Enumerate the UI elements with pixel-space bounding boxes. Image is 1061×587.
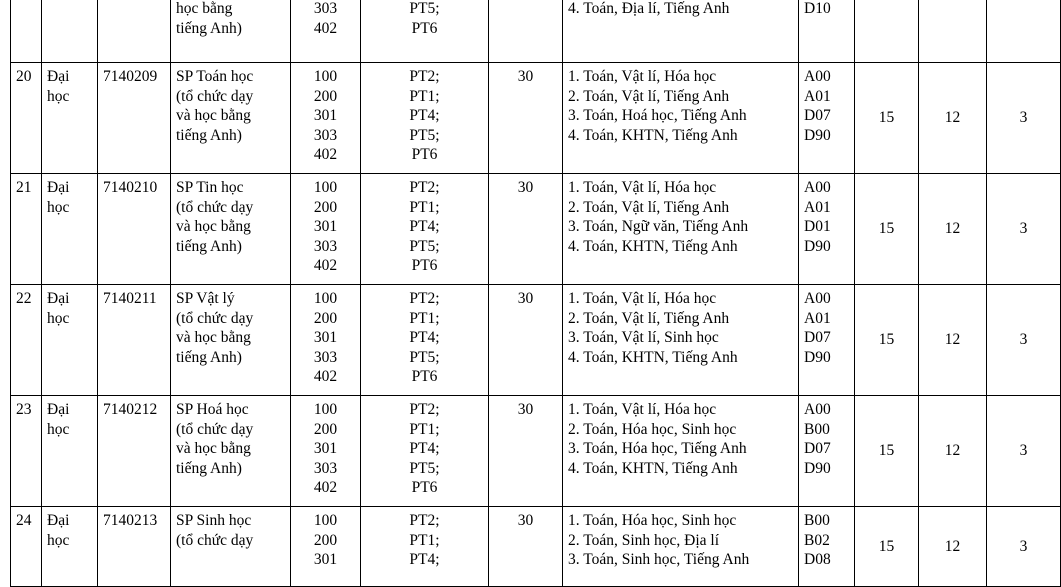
row-number-cell: 24 bbox=[11, 507, 42, 587]
cell-line: 100 bbox=[313, 512, 338, 529]
cell-line: A01 bbox=[804, 87, 831, 105]
cell-line: A00 bbox=[804, 290, 831, 307]
cell-line: 1. Toán, Vật lí, Hóa học bbox=[568, 290, 717, 307]
cell-line: 301 bbox=[313, 440, 338, 457]
method-codes-cell bbox=[291, 396, 361, 507]
cell-line: 200 bbox=[313, 198, 338, 216]
cell-line: 301 bbox=[313, 329, 338, 346]
cell-line: 100 bbox=[313, 68, 338, 85]
count-1-cell: 15 bbox=[855, 63, 919, 174]
cell-line: PT5; bbox=[409, 126, 440, 144]
cell-line: 303 bbox=[313, 348, 338, 366]
cell-line: D10 bbox=[804, 0, 831, 17]
cell-line: 4. Toán, KHTN, Tiếng Anh bbox=[568, 348, 738, 366]
combo-codes-cell bbox=[799, 285, 855, 396]
combo-codes-cell bbox=[799, 0, 855, 63]
cell-line: 3. Toán, Vật lí, Sinh học bbox=[568, 329, 719, 346]
cell-line: tiếng Anh) bbox=[176, 348, 242, 366]
cell-line: PT4; bbox=[409, 107, 440, 124]
cell-line: PT2; bbox=[409, 179, 440, 196]
cell-line: B00 bbox=[804, 420, 830, 438]
major-code-cell: 7140209 bbox=[98, 63, 171, 174]
cell-line: 200 bbox=[313, 420, 338, 438]
cell-line: Đại bbox=[47, 290, 70, 307]
major-code-cell: 7140211 bbox=[98, 285, 171, 396]
level-cell bbox=[42, 174, 98, 285]
method-types-cell bbox=[361, 285, 489, 396]
table-row bbox=[11, 174, 1061, 285]
cell-line: học bbox=[47, 531, 70, 549]
cell-line: 3. Toán, Ngữ văn, Tiếng Anh bbox=[568, 218, 749, 235]
level-cell bbox=[42, 507, 98, 587]
cell-line: và học bằng bbox=[176, 440, 251, 457]
cell-line: tiếng Anh) bbox=[176, 19, 242, 37]
method-types-cell bbox=[361, 396, 489, 507]
method-types-cell bbox=[361, 174, 489, 285]
subject-combos-cell bbox=[563, 396, 799, 507]
subject-combos-cell bbox=[563, 507, 799, 587]
cell-line: D08 bbox=[804, 551, 831, 568]
cell-line: học bbox=[47, 420, 70, 438]
quota-cell: 30 bbox=[489, 63, 563, 174]
quota-cell: 30 bbox=[489, 507, 563, 587]
major-code-cell: 7140213 bbox=[98, 507, 171, 587]
subject-combos-cell bbox=[563, 174, 799, 285]
cell-line: (tổ chức dạy bbox=[176, 309, 254, 327]
count-1-cell: 15 bbox=[855, 396, 919, 507]
cell-line: PT5; bbox=[409, 459, 440, 477]
cell-line: học bằng bbox=[176, 0, 233, 17]
method-types-cell bbox=[361, 63, 489, 174]
cell-line: tiếng Anh) bbox=[176, 126, 242, 144]
cell-line: Đại bbox=[47, 512, 70, 529]
count-3-cell bbox=[987, 0, 1061, 63]
cell-line: A01 bbox=[804, 198, 831, 216]
count-2-cell: 12 bbox=[919, 285, 987, 396]
table-row bbox=[11, 507, 1061, 587]
cell-line: 303 bbox=[313, 459, 338, 477]
cell-line: PT6 bbox=[411, 368, 438, 385]
method-types-cell bbox=[361, 507, 489, 587]
major-name-cell bbox=[171, 63, 291, 174]
cell-line: 100 bbox=[313, 401, 338, 418]
cell-line: và học bằng bbox=[176, 218, 251, 235]
cell-line: D90 bbox=[804, 237, 831, 255]
cell-line: 4. Toán, Địa lí, Tiếng Anh bbox=[568, 0, 730, 17]
count-3-cell: 3 bbox=[987, 63, 1061, 174]
cell-line: 2. Toán, Vật lí, Tiếng Anh bbox=[568, 87, 730, 105]
major-code-cell: 7140210 bbox=[98, 174, 171, 285]
row-number-cell: 21 bbox=[11, 174, 42, 285]
count-3-cell: 3 bbox=[987, 396, 1061, 507]
cell-line: A00 bbox=[804, 68, 831, 85]
cell-line: B00 bbox=[804, 512, 830, 529]
cell-line: 200 bbox=[313, 531, 338, 549]
cell-line: PT2; bbox=[409, 68, 440, 85]
cell-line: SP Hoá học bbox=[176, 401, 249, 418]
major-name-cell bbox=[171, 396, 291, 507]
cell-line: PT2; bbox=[409, 401, 440, 418]
table-body bbox=[11, 0, 1061, 587]
cell-line: A01 bbox=[804, 309, 831, 327]
cell-line: 402 bbox=[313, 479, 338, 496]
combo-codes-cell bbox=[799, 396, 855, 507]
cell-line: D07 bbox=[804, 440, 831, 457]
cell-line: PT5; bbox=[409, 348, 440, 366]
quota-cell: 30 bbox=[489, 285, 563, 396]
cell-line: 4. Toán, KHTN, Tiếng Anh bbox=[568, 126, 738, 144]
row-number-cell: 23 bbox=[11, 396, 42, 507]
cell-line: Đại bbox=[47, 401, 70, 418]
quota-cell: 30 bbox=[489, 396, 563, 507]
cell-line: 2. Toán, Sinh học, Địa lí bbox=[568, 531, 720, 549]
cell-line: 1. Toán, Vật lí, Hóa học bbox=[568, 68, 717, 85]
cell-line: PT2; bbox=[409, 290, 440, 307]
cell-line: D01 bbox=[804, 218, 831, 235]
cell-line: 303 bbox=[313, 126, 338, 144]
cell-line: A00 bbox=[804, 179, 831, 196]
major-code-cell: 7140212 bbox=[98, 396, 171, 507]
cell-line: (tổ chức dạy bbox=[176, 87, 254, 105]
major-name-cell bbox=[171, 0, 291, 63]
cell-line: 4. Toán, KHTN, Tiếng Anh bbox=[568, 237, 738, 255]
cell-line: Đại bbox=[47, 179, 70, 196]
level-cell bbox=[42, 63, 98, 174]
cell-line: Đại bbox=[47, 68, 70, 85]
cell-line: D90 bbox=[804, 459, 831, 477]
count-3-cell: 3 bbox=[987, 507, 1061, 587]
cell-line: 402 bbox=[313, 368, 338, 385]
count-1-cell: 15 bbox=[855, 174, 919, 285]
cell-line: tiếng Anh) bbox=[176, 459, 242, 477]
cell-line: PT1; bbox=[409, 420, 440, 438]
major-name-cell bbox=[171, 174, 291, 285]
level-cell bbox=[42, 396, 98, 507]
cell-line: D07 bbox=[804, 329, 831, 346]
table-row bbox=[11, 63, 1061, 174]
method-codes-cell bbox=[291, 174, 361, 285]
combo-codes-cell bbox=[799, 174, 855, 285]
cell-line: PT4; bbox=[409, 551, 440, 568]
major-name-cell bbox=[171, 507, 291, 587]
level-cell bbox=[42, 0, 98, 63]
cell-line: (tổ chức dạy bbox=[176, 420, 254, 438]
row-number-cell: 20 bbox=[11, 63, 42, 174]
cell-line: PT4; bbox=[409, 329, 440, 346]
cell-line: 402 bbox=[313, 19, 338, 37]
cell-line: PT5; bbox=[409, 237, 440, 255]
cell-line: 1. Toán, Vật lí, Hóa học bbox=[568, 179, 717, 196]
method-codes-cell bbox=[291, 63, 361, 174]
count-2-cell: 12 bbox=[919, 174, 987, 285]
cell-line: (tổ chức dạy bbox=[176, 531, 254, 549]
cell-line: PT1; bbox=[409, 309, 440, 327]
cell-line: A00 bbox=[804, 401, 831, 418]
cell-line: PT5; bbox=[409, 0, 440, 17]
cell-line: PT4; bbox=[409, 440, 440, 457]
cell-line: PT2; bbox=[409, 512, 440, 529]
count-2-cell: 12 bbox=[919, 396, 987, 507]
admissions-table bbox=[10, 0, 1061, 587]
cell-line: 301 bbox=[313, 218, 338, 235]
combo-codes-cell bbox=[799, 63, 855, 174]
row-number-cell: 22 bbox=[11, 285, 42, 396]
cell-line: học bbox=[47, 309, 70, 327]
cell-line: 1. Toán, Vật lí, Hóa học bbox=[568, 401, 717, 418]
cell-line: 402 bbox=[313, 257, 338, 274]
cell-line: PT6 bbox=[411, 19, 438, 37]
cell-line: 2. Toán, Vật lí, Tiếng Anh bbox=[568, 198, 730, 216]
cell-line: 3. Toán, Sinh học, Tiếng Anh bbox=[568, 551, 750, 568]
cell-line: PT4; bbox=[409, 218, 440, 235]
cell-line: 200 bbox=[313, 87, 338, 105]
cell-line: PT6 bbox=[411, 146, 438, 163]
cell-line: PT6 bbox=[411, 479, 438, 496]
count-1-cell: 15 bbox=[855, 507, 919, 587]
cell-line: và học bằng bbox=[176, 107, 251, 124]
combo-codes-cell bbox=[799, 507, 855, 587]
subject-combos-cell bbox=[563, 0, 799, 63]
subject-combos-cell bbox=[563, 285, 799, 396]
cell-line: học bbox=[47, 87, 70, 105]
count-2-cell: 12 bbox=[919, 63, 987, 174]
quota-cell: 30 bbox=[489, 174, 563, 285]
cell-line: 303 bbox=[313, 0, 338, 17]
cell-line: 303 bbox=[313, 237, 338, 255]
cell-line: 200 bbox=[313, 309, 338, 327]
cell-line: 301 bbox=[313, 107, 338, 124]
cell-line: và học bằng bbox=[176, 329, 251, 346]
count-1-cell: 15 bbox=[855, 285, 919, 396]
cell-line: 100 bbox=[313, 290, 338, 307]
count-3-cell: 3 bbox=[987, 174, 1061, 285]
count-2-cell: 12 bbox=[919, 507, 987, 587]
cell-line: học bbox=[47, 198, 70, 216]
cell-line: tiếng Anh) bbox=[176, 237, 242, 255]
cell-line: 2. Toán, Vật lí, Tiếng Anh bbox=[568, 309, 730, 327]
quota-cell bbox=[489, 0, 563, 63]
major-name-cell bbox=[171, 285, 291, 396]
cell-line: SP Toán học bbox=[176, 68, 254, 85]
table-row bbox=[11, 0, 1061, 63]
count-3-cell: 3 bbox=[987, 285, 1061, 396]
method-types-cell bbox=[361, 0, 489, 63]
method-codes-cell bbox=[291, 0, 361, 63]
cell-line: PT6 bbox=[411, 257, 438, 274]
cell-line: D90 bbox=[804, 348, 831, 366]
major-code-cell bbox=[98, 0, 171, 63]
row-number-cell bbox=[11, 0, 42, 63]
table-row bbox=[11, 396, 1061, 507]
cell-line: B02 bbox=[804, 531, 830, 549]
cell-line: PT1; bbox=[409, 198, 440, 216]
cell-line: SP Sinh học bbox=[176, 512, 252, 529]
cell-line: 100 bbox=[313, 179, 338, 196]
cell-line: D07 bbox=[804, 107, 831, 124]
subject-combos-cell bbox=[563, 63, 799, 174]
cell-line: (tổ chức dạy bbox=[176, 198, 254, 216]
method-codes-cell bbox=[291, 507, 361, 587]
cell-line: 402 bbox=[313, 146, 338, 163]
table-row bbox=[11, 285, 1061, 396]
cell-line: 2. Toán, Hóa học, Sinh học bbox=[568, 420, 737, 438]
cell-line: 301 bbox=[313, 551, 338, 568]
cell-line: SP Tin học bbox=[176, 179, 244, 196]
cell-line: 3. Toán, Hóa học, Tiếng Anh bbox=[568, 440, 747, 457]
count-2-cell bbox=[919, 0, 987, 63]
method-codes-cell bbox=[291, 285, 361, 396]
cell-line: 1. Toán, Hóa học, Sinh học bbox=[568, 512, 737, 529]
cell-line: SP Vật lý bbox=[176, 290, 235, 307]
cell-line: PT1; bbox=[409, 531, 440, 549]
cell-line: 4. Toán, KHTN, Tiếng Anh bbox=[568, 459, 738, 477]
cell-line: 3. Toán, Hoá học, Tiếng Anh bbox=[568, 107, 747, 124]
level-cell bbox=[42, 285, 98, 396]
cell-line: PT1; bbox=[409, 87, 440, 105]
count-1-cell bbox=[855, 0, 919, 63]
cell-line: D90 bbox=[804, 126, 831, 144]
